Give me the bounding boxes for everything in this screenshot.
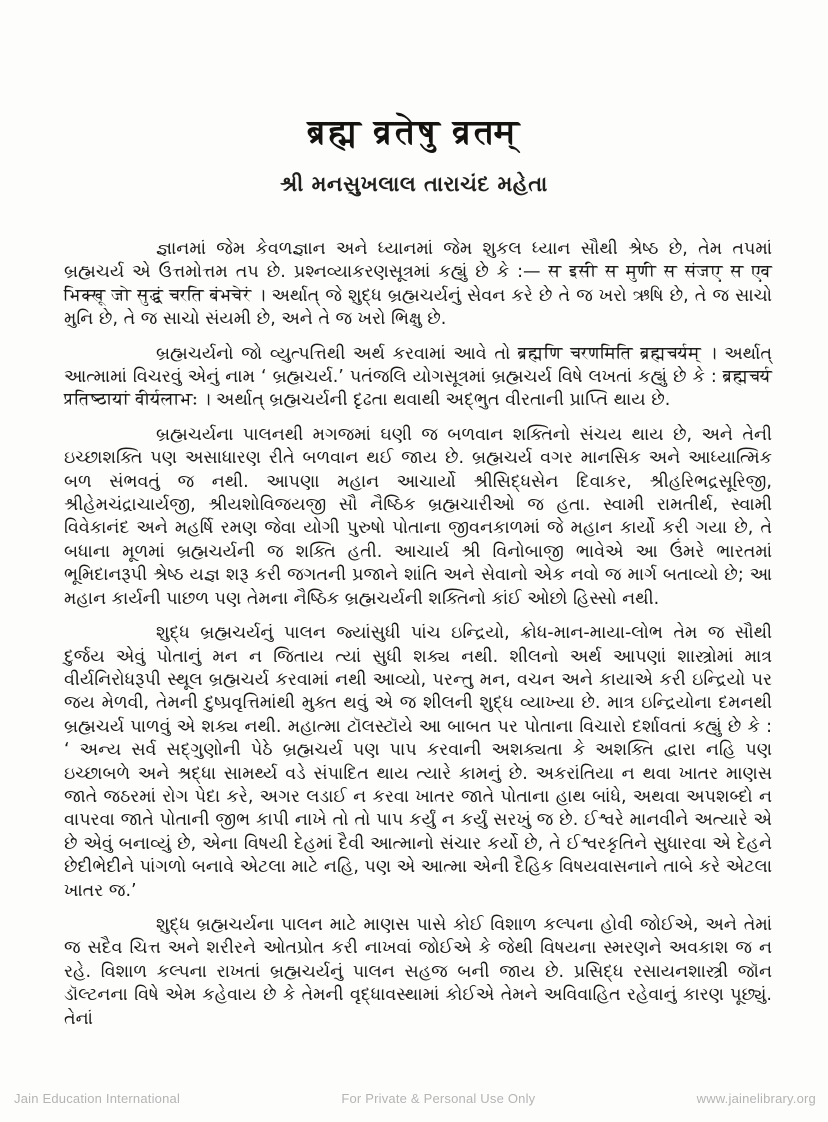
page-title: ब्रह्म व्रतेषु व्रतम् — [308, 112, 520, 152]
page-footer — [14, 1091, 816, 1106]
footer-publisher: Jain Education International — [14, 1091, 181, 1106]
body-paragraph-3: બ્રહ્મચર્યના પાલનથી મગજમાં ઘણી જ બળવાન શક્તિનો સંચય થાય છે, અને તેની ઇચ્છાશક્તિ પણ અસાધારણ રીતે બળવાન થઈ જાય છે. બ્રહ્મચર્ય વગર માનસિક અને આધ્યાત્મિક બળ સંભવતું જ નથી. આપણા મહાન આચાર્યો શ્રીસિદ્ધસેન દિવાકર, શ્રીહરિભદ્રસૂરિજી, શ્રીહેમચંદ્રાચાર્યજી, શ્રીયશોવિજયજી સૌ નૈષ્ઠિક બ્રહ્મચારીઓ જ હતા. સ્વામી રામતીર્થ, સ્વામી વિવેકાનંદ અને મહર્ષિ રમણ જેવા યોગી પુરુષો પોતાના જીવનકાળમાં જે મહાન કાર્યો કરી ગયા છે, તે બધાના મૂળમાં બ્રહ્મચર્યની જ શક્તિ હતી. આચાર્ય શ્રી વિનોબાજી ભાવેએ આ ઉંમરે ભારતમાં ભૂમિદાનરૂપી શ્રેષ્ઠ યજ્ઞ શરૂ કરી જગતની પ્રજાને શાંતિ અને સેવાનો એક નવો જ માર્ગ બતાવ્યો છે; આ મહાન કાર્યની પાછળ પણ તેમના નૈષ્ઠિક બ્રહ્મચર્યની શક્તિનો કાંઈ ઓછો હિસ્સો નથી. — [64, 424, 772, 609]
body-paragraph-2: બ્રહ્મચર્યનો જો વ્યુત્પત્તિથી અર્થ કરવામાં આવે તો ब्रह्मणि चरणमिति ब्रह्मचर्यम् । અર્થાત્ આત્મામાં વિચરવું એનું નામ ‘ બ્રહ્મચર્ય.’ પતંજલિ યોગસૂત્રમાં બ્રહ્મચર્ય વિષે લખતાં કહ્યું છે કે : ब्रह्मचर्य प्रतिष्ठायां वीर्यलाभः । અર્થાત્ બ્રહ્મચર્યની દૃઢતા થવાથી અદ્ભુત વીરતાની પ્રાપ્તિ થાય છે. — [64, 343, 772, 411]
body-paragraph-1: જ્ઞાનમાં જેમ કેવળજ્ઞાન અને ધ્યાનમાં જેમ શુકલ ધ્યાન સૌથી શ્રેષ્ઠ છે, તેમ તપમાં બ્રહ્મચર્ય એ ઉત્તમોત્તમ તપ છે. પ્રશ્નવ્યાકરણસૂત્રમાં કહ્યું છે કે :— स इसी स मुणी स संजए स एव भिक्खू जो सुद्धं चरति बंभचेरं । અર્થાત્ જે શુદ્ધ બ્રહ્મચર્યનું સેવન કરે છે તે જ ખરો ઋષિ છે, તે જ સાચો મુનિ છે, તે જ સાચો સંયમી છે, અને તે જ ખરો ભિક્ષુ છે. — [64, 239, 772, 330]
article-body — [64, 238, 772, 1042]
author-byline: શ્રી મનસુખલાલ તારાચંદ મહેતા — [280, 172, 548, 196]
footer-website: www.jainelibrary.org — [696, 1091, 816, 1106]
body-paragraph-4: શુદ્ધ બ્રહ્મચર્યનું પાલન જ્યાંસુધી પાંચ ઇન્દ્રિયો, ક્રોધ-માન-માયા-લોભ તેમ જ સૌથી દુર્જય એવું પોતાનું મન ન જિતાય ત્યાં સુધી શક્ય નથી. શીલનો અર્થ આપણાં શાસ્ત્રોમાં માત્ર વીર્યનિરોધરૂપી સ્થૂલ બ્રહ્મચર્ય કરવામાં નથી આવ્યો, પરન્તુ મન, વચન અને કાયાએ કરી ઇન્દ્રિયો પર જય મેળવી, તેમની દુષ્પ્રવૃત્તિમાંથી મુક્ત થવું એ જ શીલની શુદ્ધ વ્યાખ્યા છે. માત્ર ઇન્દ્રિયોના દમનથી બ્રહ્મચર્ય પાળવું એ શક્ય નથી. મહાત્મા ટૉલસ્ટૉયે આ બાબત પર પોતાના વિચારો દર્શાવતાં કહ્યું છે કે : ‘ અન્ય સર્વ સદ્ગુણોની પેઠે બ્રહ્મચર્ય પણ પાપ કરવાની અશક્યતા કે અશક્તિ દ્વારા નહિ પણ ઇચ્છાબળે અને શ્રદ્ધા સામર્થ્ય વડે સંપાદિત થાય ત્યારે કામનું છે. અકરાંતિયા ન થવા ખાતર માણસ જાતે જઠરમાં રોગ પેદા કરે, અગર લડાઈ ન કરવા ખાતર જાતે પોતાના હાથ બાંધે, અથવા અપશબ્દો ન વાપરવા જાતે પોતાની જીભ કાપી નાખે તો તો પાપ કર્યું ન કર્યું સરખું જ છે. ઈશ્વરે માનવીને અત્યારે એ છે એવું બનાવ્યું છે, એના વિષયી દેહમાં દૈવી આત્માનો સંચાર કર્યો છે, તે ઈશ્વરકૃતિને સુધારવા એ દેહને છેદીભેદીને પાંગળો બનાવે એટલા માટે નહિ, પણ એ આત્મા એની દૈહિક વિષયવાસનાને તાબે કરે એટલા ખાતર જ.’ — [64, 623, 772, 901]
body-paragraph-5: શુદ્ધ બ્રહ્મચર્યના પાલન માટે માણસ પાસે કોઈ વિશાળ કલ્પના હોવી જોઈએ, અને તેમાં જ સદૈવ ચિત્ત અને શરીરને ઓતપ્રોત કરી નાખવાં જોઈએ કે જેથી વિષયના સ્મરણને અવકાશ જ ન રહે. વિશાળ કલ્પના રાખતાં બ્રહ્મચર્યનું પાલન સહજ બની જાય છે. પ્રસિદ્ધ રસાયનશાસ્ત્રી જૉન ડૉલ્ટનના વિષે એમ કહેવાય છે કે તેમની વૃદ્ધાવસ્થામાં કોઈએ તેમને અવિવાહિત રહેવાનું કારણ પૂછ્યું. તેનાં — [64, 914, 772, 1029]
footer-usage-notice: For Private & Personal Use Only — [341, 1091, 536, 1106]
